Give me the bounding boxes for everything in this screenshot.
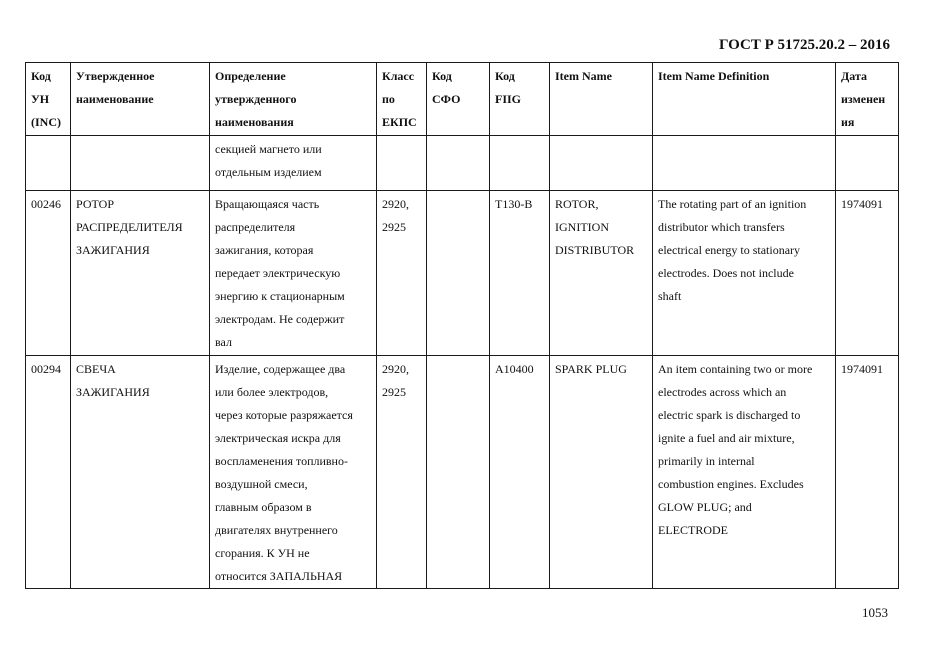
table-row bbox=[26, 136, 899, 191]
header-item-name: Item Name bbox=[550, 63, 653, 136]
table-header-row bbox=[26, 63, 899, 136]
header-inc-code: Код УН (INC) bbox=[26, 63, 71, 136]
cell-inc-code bbox=[26, 136, 71, 191]
cell-ekps-class bbox=[377, 136, 427, 191]
cell-approved-name: СВЕЧА ЗАЖИГАНИЯ bbox=[71, 356, 210, 589]
cell-sfo-code bbox=[427, 356, 490, 589]
table-row bbox=[26, 356, 899, 589]
cell-item-name-definition: An item containing two or more electrodes across which an electric spark is discharged to ignite a fuel and air mixture, primarily in internal combustion engines. Excludes GLOW PLUG; and ELECTRODE bbox=[653, 356, 836, 589]
header-fiig-code: Код FIIG bbox=[490, 63, 550, 136]
catalog-table bbox=[25, 62, 899, 589]
cell-inc-code: 00294 bbox=[26, 356, 71, 589]
cell-item-name-definition bbox=[653, 136, 836, 191]
cell-change-date: 1974091 bbox=[836, 356, 899, 589]
cell-change-date: 1974091 bbox=[836, 191, 899, 356]
cell-ekps-class: 2920, 2925 bbox=[377, 356, 427, 589]
cell-definition: Вращающаяся часть распределителя зажигания, которая передает электрическую энергию к стационарным электродам. Не содержит вал bbox=[210, 191, 377, 356]
cell-item-name bbox=[550, 136, 653, 191]
cell-approved-name: РОТОР РАСПРЕДЕЛИТЕЛЯ ЗАЖИГАНИЯ bbox=[71, 191, 210, 356]
header-change-date: Дата изменен ия bbox=[836, 63, 899, 136]
cell-definition: Изделие, содержащее два или более электродов, через которые разряжается электрическая искра для воспламенения топливно- воздушной смеси, главным образом в двигателях внутреннего сгорания. К УН не относится ЗАПАЛЬНАЯ bbox=[210, 356, 377, 589]
cell-ekps-class: 2920, 2925 bbox=[377, 191, 427, 356]
cell-definition: секцией магнето или отдельным изделием bbox=[210, 136, 377, 191]
header-approved-name: Утвержденное наименование bbox=[71, 63, 210, 136]
header-definition: Определение утвержденного наименования bbox=[210, 63, 377, 136]
cell-item-name: SPARK PLUG bbox=[550, 356, 653, 589]
cell-inc-code: 00246 bbox=[26, 191, 71, 356]
page-number: 1053 bbox=[862, 605, 888, 620]
header-ekps-class: Класс по ЕКПС bbox=[377, 63, 427, 136]
header-item-name-definition: Item Name Definition bbox=[653, 63, 836, 136]
table-row bbox=[26, 191, 899, 356]
cell-fiig-code bbox=[490, 136, 550, 191]
header-sfo-code: Код СФО bbox=[427, 63, 490, 136]
cell-fiig-code: T130-B bbox=[490, 191, 550, 356]
document-title: ГОСТ Р 51725.20.2 – 2016 bbox=[718, 37, 890, 53]
cell-fiig-code: A10400 bbox=[490, 356, 550, 589]
cell-approved-name bbox=[71, 136, 210, 191]
cell-sfo-code bbox=[427, 191, 490, 356]
cell-change-date bbox=[836, 136, 899, 191]
cell-sfo-code bbox=[427, 136, 490, 191]
cell-item-name-definition: The rotating part of an ignition distributor which transfers electrical energy to stationary electrodes. Does not include shaft bbox=[653, 191, 836, 356]
cell-item-name: ROTOR, IGNITION DISTRIBUTOR bbox=[550, 191, 653, 356]
